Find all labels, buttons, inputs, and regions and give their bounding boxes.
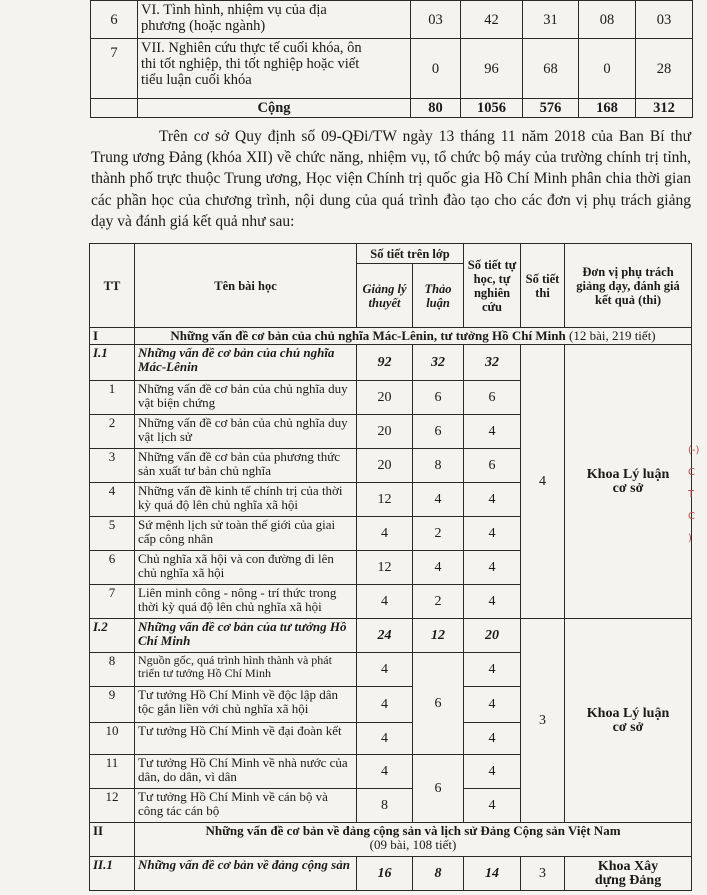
section-title: Những vấn đề cơ bản của chủ nghĩa Mác-Lênin, tư tưởng Hồ Chí Minh (12 bài, 219 tiết) — [135, 328, 692, 345]
group-row — [90, 345, 692, 381]
lesson-number: 7 — [90, 585, 135, 619]
lesson-discussion: 6 — [413, 381, 464, 415]
lesson-lecture: 4 — [357, 755, 413, 789]
header-row — [90, 244, 692, 264]
row-number: 6 — [91, 1, 138, 39]
lesson-self-study: 6 — [464, 381, 521, 415]
lesson-discussion: 4 — [413, 551, 464, 585]
cell-value: 0 — [411, 39, 461, 99]
group-title: Những vấn đề cơ bản của chủ nghĩa Mác-Lênin — [135, 345, 357, 381]
lesson-title: Tư tưởng Hồ Chí Minh về nhà nước của dân, do dân, vì dân — [135, 755, 357, 789]
lesson-title: Tư tưởng Hồ Chí Minh về độc lập dân tộc gắn liền với chủ nghĩa xã hội — [135, 687, 357, 723]
lesson-number: 2 — [90, 415, 135, 449]
total-value: 312 — [636, 99, 693, 118]
lesson-lecture: 4 — [357, 687, 413, 723]
intro-paragraph: Trên cơ sở Quy định số 09-QĐi/TW ngày 13 tháng 11 năm 2018 của Ban Bí thư Trung ương Đảng (khóa XII) về chức năng, nhiệm vụ, tổ chức bộ máy của trường chính trị tỉnh, thành phố trực thuộc Trung ương, Học viện Chính trị quốc gia Hồ Chí Minh phân chia thời gian các phần học của chương trình, nội dung của quá trình đào tạo cho các đơn vị phụ trách giảng dạy và đánh giá kết quả như sau: — [91, 128, 691, 230]
header-self-study: Số tiết tự học, tự nghiên cứu — [464, 244, 521, 328]
course-allocation-table — [89, 243, 692, 891]
margin-stamp-marks — [688, 440, 706, 590]
lesson-lecture: 12 — [357, 483, 413, 517]
group-self-study: 20 — [464, 619, 521, 653]
header-unit: Đơn vị phụ trách giảng dạy, đánh giá kết quả (thi) — [565, 244, 692, 328]
group-row — [90, 619, 692, 653]
lesson-number: 3 — [90, 449, 135, 483]
lesson-self-study: 4 — [464, 789, 521, 823]
header-discussion: Thảo luận — [413, 264, 464, 328]
margin-mark: (-) — [688, 445, 700, 456]
total-label: Cộng — [138, 99, 411, 118]
lesson-number: 10 — [90, 723, 135, 755]
lesson-discussion: 6 — [413, 415, 464, 449]
responsible-unit: Khoa Lý luận cơ sở — [565, 619, 692, 823]
total-value: 168 — [579, 99, 636, 118]
cell-value: 03 — [411, 1, 461, 39]
lesson-self-study: 4 — [464, 585, 521, 619]
lesson-title: Tư tưởng Hồ Chí Minh về cán bộ và công tác cán bộ — [135, 789, 357, 823]
exam-hours: 3 — [521, 857, 565, 891]
group-title: Những vấn đề cơ bản về đảng cộng sản — [135, 857, 357, 891]
program-summary-table — [90, 0, 693, 118]
cell-value: 28 — [636, 39, 693, 99]
lesson-title: Nguồn gốc, quá trình hình thành và phát triển tư tưởng Hồ Chí Minh — [135, 653, 357, 687]
lesson-self-study: 6 — [464, 449, 521, 483]
lesson-title: Những vấn đề cơ bản của chủ nghĩa duy vật lịch sử — [135, 415, 357, 449]
lesson-lecture: 20 — [357, 449, 413, 483]
lesson-discussion: 6 — [413, 653, 464, 755]
lesson-discussion: 8 — [413, 449, 464, 483]
group-self-study: 14 — [464, 857, 521, 891]
total-row — [91, 99, 693, 118]
margin-mark: T — [688, 489, 695, 500]
group-number: I.2 — [90, 619, 135, 653]
table-row — [91, 39, 693, 99]
module-title: VII. Nghiên cứu thực tế cuối khóa, ôn thi tốt nghiệp, thi tốt nghiệp hoặc viết tiểu luận cuối khóa — [138, 39, 411, 99]
cell-value: 0 — [579, 39, 636, 99]
group-lecture: 92 — [357, 345, 413, 381]
group-self-study: 32 — [464, 345, 521, 381]
lesson-self-study: 4 — [464, 483, 521, 517]
lesson-title: Liên minh công - nông - trí thức trong thời kỳ quá độ lên chủ nghĩa xã hội — [135, 585, 357, 619]
lesson-lecture: 12 — [357, 551, 413, 585]
lesson-title: Những vấn đề cơ bản của chủ nghĩa duy vật biện chứng — [135, 381, 357, 415]
total-value: 1056 — [461, 99, 523, 118]
lesson-lecture: 4 — [357, 723, 413, 755]
lesson-lecture: 4 — [357, 653, 413, 687]
lesson-discussion: 2 — [413, 517, 464, 551]
exam-hours: 3 — [521, 619, 565, 823]
lesson-number: 5 — [90, 517, 135, 551]
margin-mark: C — [688, 467, 695, 478]
lesson-number: 9 — [90, 687, 135, 723]
lesson-self-study: 4 — [464, 517, 521, 551]
group-discussion: 8 — [413, 857, 464, 891]
total-value: 576 — [523, 99, 579, 118]
total-value: 80 — [411, 99, 461, 118]
lesson-self-study: 4 — [464, 723, 521, 755]
cell-value: 03 — [636, 1, 693, 39]
lesson-number: 8 — [90, 653, 135, 687]
cell-value: 96 — [461, 39, 523, 99]
lesson-self-study: 4 — [464, 551, 521, 585]
responsible-unit: Khoa Xây dựng Đảng — [565, 857, 692, 891]
lesson-self-study: 4 — [464, 755, 521, 789]
lesson-discussion: 6 — [413, 755, 464, 823]
section-number: II — [90, 823, 135, 857]
lesson-self-study: 4 — [464, 415, 521, 449]
module-title: VI. Tình hình, nhiệm vụ của địa phương (hoặc ngành) — [138, 1, 411, 39]
group-discussion: 12 — [413, 619, 464, 653]
margin-mark: C — [688, 511, 695, 522]
section-number: I — [90, 328, 135, 345]
lesson-title: Sứ mệnh lịch sử toàn thế giới của giai cấp công nhân — [135, 517, 357, 551]
lesson-discussion: 4 — [413, 483, 464, 517]
header-in-class: Số tiết trên lớp — [357, 244, 464, 264]
cell-value: 68 — [523, 39, 579, 99]
lesson-title: Những vấn đề kinh tế chính trị của thời kỳ quá độ lên chủ nghĩa xã hội — [135, 483, 357, 517]
lesson-title: Những vấn đề cơ bản của phương thức sản xuất tư bản chủ nghĩa — [135, 449, 357, 483]
header-tt: TT — [90, 244, 135, 328]
lesson-title: Tư tưởng Hồ Chí Minh về đại đoàn kết — [135, 723, 357, 755]
lesson-number: 11 — [90, 755, 135, 789]
lesson-self-study: 4 — [464, 653, 521, 687]
lesson-discussion: 2 — [413, 585, 464, 619]
header-exam: Số tiết thi — [521, 244, 565, 328]
lesson-number: 6 — [90, 551, 135, 585]
margin-mark: ) — [688, 533, 692, 544]
group-lecture: 16 — [357, 857, 413, 891]
group-number: I.1 — [90, 345, 135, 381]
lesson-lecture: 8 — [357, 789, 413, 823]
cell-value: 31 — [523, 1, 579, 39]
lesson-number: 1 — [90, 381, 135, 415]
lesson-lecture: 20 — [357, 381, 413, 415]
section-row — [90, 328, 692, 345]
header-lesson-name: Tên bài học — [135, 244, 357, 328]
group-row — [90, 857, 692, 891]
lesson-lecture: 4 — [357, 585, 413, 619]
lesson-lecture: 20 — [357, 415, 413, 449]
responsible-unit: Khoa Lý luận cơ sở — [565, 345, 692, 619]
row-number: 7 — [91, 39, 138, 99]
group-number: II.1 — [90, 857, 135, 891]
cell-value: 42 — [461, 1, 523, 39]
section-row — [90, 823, 692, 857]
group-discussion: 32 — [413, 345, 464, 381]
cell-value: 08 — [579, 1, 636, 39]
group-lecture: 24 — [357, 619, 413, 653]
section-title: Những vấn đề cơ bản về đảng cộng sản và lịch sử Đảng Cộng sản Việt Nam (09 bài, 108 tiết) — [135, 823, 692, 857]
lesson-self-study: 4 — [464, 687, 521, 723]
lesson-title: Chủ nghĩa xã hội và con đường đi lên chủ nghĩa xã hội — [135, 551, 357, 585]
group-title: Những vấn đề cơ bản của tư tưởng Hồ Chí Minh — [135, 619, 357, 653]
lesson-lecture: 4 — [357, 517, 413, 551]
exam-hours: 4 — [521, 345, 565, 619]
lesson-number: 12 — [90, 789, 135, 823]
header-lecture: Giảng lý thuyết — [357, 264, 413, 328]
table-row — [91, 1, 693, 39]
lesson-number: 4 — [90, 483, 135, 517]
